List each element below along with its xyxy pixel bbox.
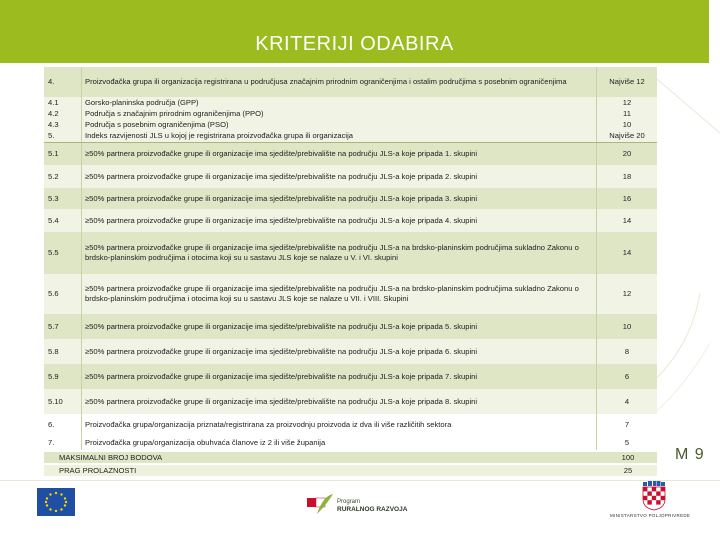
criterion-number: 6. — [44, 414, 82, 436]
program-name: RURALNOG RAZVOJA — [337, 506, 408, 513]
criterion-number: 5.6 — [44, 274, 82, 314]
program-label: Program — [337, 499, 361, 505]
criterion-number: 5.10 — [44, 389, 82, 414]
table-row — [44, 142, 657, 165]
table-row — [44, 364, 657, 389]
table-row — [44, 97, 657, 108]
criterion-points: 12 — [597, 274, 658, 314]
criterion-text: ≥50% partnera proizvođačke grupe ili organizacije ima sjedište/prebivalište na području JLS-a koje pripada 4. skupini — [82, 209, 597, 232]
table-row — [44, 414, 657, 436]
slide-number: M 9 — [675, 446, 705, 463]
criterion-points: 12 — [597, 97, 658, 108]
criterion-text: Područja s značajnim prirodnim ograničenjima (PPO) — [82, 108, 597, 119]
criterion-number: 4. — [44, 67, 82, 97]
criterion-number: 4.3 — [44, 119, 82, 130]
criterion-text: ≥50% partnera proizvođačke grupe ili organizacije ima sjedište/prebivalište na području JLS-a koje pripada 1. skupini — [82, 142, 597, 165]
criterion-points: 14 — [597, 209, 658, 232]
max-points-value: 100 — [599, 452, 657, 463]
table-row — [44, 339, 657, 364]
criterion-points: Najviše 12 — [597, 67, 658, 97]
croatian-coat-of-arms-icon — [642, 481, 666, 511]
criterion-text: ≥50% partnera proizvođačke grupe ili organizacije ima sjedište/prebivalište na području JLS-a koje pripada 5. skupini — [82, 314, 597, 339]
criterion-text: ≥50% partnera proizvođačke grupe ili organizacije ima sjedište/prebivalište na području JLS-a koje pripada 8. skupini — [82, 389, 597, 414]
criterion-number: 5. — [44, 130, 82, 142]
criterion-number: 7. — [44, 436, 82, 450]
table-row — [44, 165, 657, 188]
criterion-text: ≥50% partnera proizvođačke grupe ili organizacije ima sjedište/prebivalište na području JLS-a koje pripada 6. skupini — [82, 339, 597, 364]
threshold-label: PRAG PROLAZNOSTI — [44, 465, 599, 476]
criterion-points: 10 — [597, 119, 658, 130]
criterion-text: ≥50% partnera proizvođačke grupe ili organizacije ima sjedište/prebivalište na području JLS-a koje pripada 2. skupini — [82, 165, 597, 188]
criterion-text: Indeks razvijenosti JLS u kojoj je registrirana proizvođačka grupa ili organizacija — [82, 130, 597, 142]
footer-divider — [0, 480, 720, 481]
criterion-points: 11 — [597, 108, 658, 119]
table-row — [44, 130, 657, 142]
rural-program-label — [337, 498, 407, 514]
table-row — [44, 314, 657, 339]
criterion-points: Najviše 20 — [597, 130, 658, 142]
criterion-text: ≥50% partnera proizvođačke grupe ili organizacije ima sjedište/prebivalište na području JLS-a koje pripada 3. skupini — [82, 188, 597, 209]
criterion-points: 8 — [597, 339, 658, 364]
criterion-points: 6 — [597, 364, 658, 389]
criterion-number: 5.9 — [44, 364, 82, 389]
criteria-table — [44, 67, 657, 450]
criterion-number: 4.1 — [44, 97, 82, 108]
criterion-points: 5 — [597, 436, 658, 450]
criterion-points: 4 — [597, 389, 658, 414]
criterion-number: 5.5 — [44, 232, 82, 274]
max-points-label: MAKSIMALNI BROJ BODOVA — [44, 452, 599, 463]
criterion-points: 10 — [597, 314, 658, 339]
criterion-number: 5.1 — [44, 142, 82, 165]
eu-flag-icon — [37, 488, 75, 516]
rural-development-logo-icon — [305, 492, 335, 516]
table-row — [44, 389, 657, 414]
criterion-number: 5.3 — [44, 188, 82, 209]
threshold-value: 25 — [599, 465, 657, 476]
criterion-points: 18 — [597, 165, 658, 188]
table-row — [44, 67, 657, 97]
criterion-text: Područja s posebnim ograničenjima (PSO) — [82, 119, 597, 130]
criterion-text: Proizvođačka grupa ili organizacija registrirana u područjusa značajnim prirodnim ograničenjima i ostalim područjima s posebnim ograničenjima — [82, 67, 597, 97]
table-row — [44, 108, 657, 119]
criterion-text: Proizvođačka grupa/organizacija priznata/registrirana za proizvodnju proizvoda iz dva ili više različitih sektora — [82, 414, 597, 436]
criterion-points: 7 — [597, 414, 658, 436]
criterion-points: 14 — [597, 232, 658, 274]
criterion-number: 5.7 — [44, 314, 82, 339]
table-row — [44, 436, 657, 450]
criterion-number: 4.2 — [44, 108, 82, 119]
criterion-text: Proizvođačka grupa/organizacija obuhvaća članove iz 2 ili više županija — [82, 436, 597, 450]
criterion-text: Gorsko-planinska područja (GPP) — [82, 97, 597, 108]
criterion-points: 16 — [597, 188, 658, 209]
criterion-points: 20 — [597, 142, 658, 165]
table-row — [44, 232, 657, 274]
criterion-number: 5.4 — [44, 209, 82, 232]
criterion-text: ≥50% partnera proizvođačke grupe ili organizacije ima sjedište/prebivalište na području JLS-a na brdsko-planinskim područjima sukladno Zakonu o brdsko-planinskim područjima i otocima koji su u sastavu JLS koje se nalaze u V. i VI. skupini — [82, 232, 597, 274]
criterion-text: ≥50% partnera proizvođačke grupe ili organizacije ima sjedište/prebivalište na području JLS-a na brdsko-planinskim područjima sukladno Zakonu o brdsko-planinskim područjima i otocima koji su u sastavu JLS koje se nalaze u VII. i VIII. Skupini — [82, 274, 597, 314]
criterion-number: 5.2 — [44, 165, 82, 188]
table-row — [44, 119, 657, 130]
criterion-text: ≥50% partnera proizvođačke grupe ili organizacije ima sjedište/prebivalište na području JLS-a koje pripada 7. skupini — [82, 364, 597, 389]
ministry-name: MINISTARSTVO POLJOPRIVREDE — [610, 513, 691, 518]
table-row — [44, 188, 657, 209]
page-title: KRITERIJI ODABIRA — [255, 33, 454, 55]
table-row — [44, 209, 657, 232]
criterion-number: 5.8 — [44, 339, 82, 364]
table-row — [44, 274, 657, 314]
